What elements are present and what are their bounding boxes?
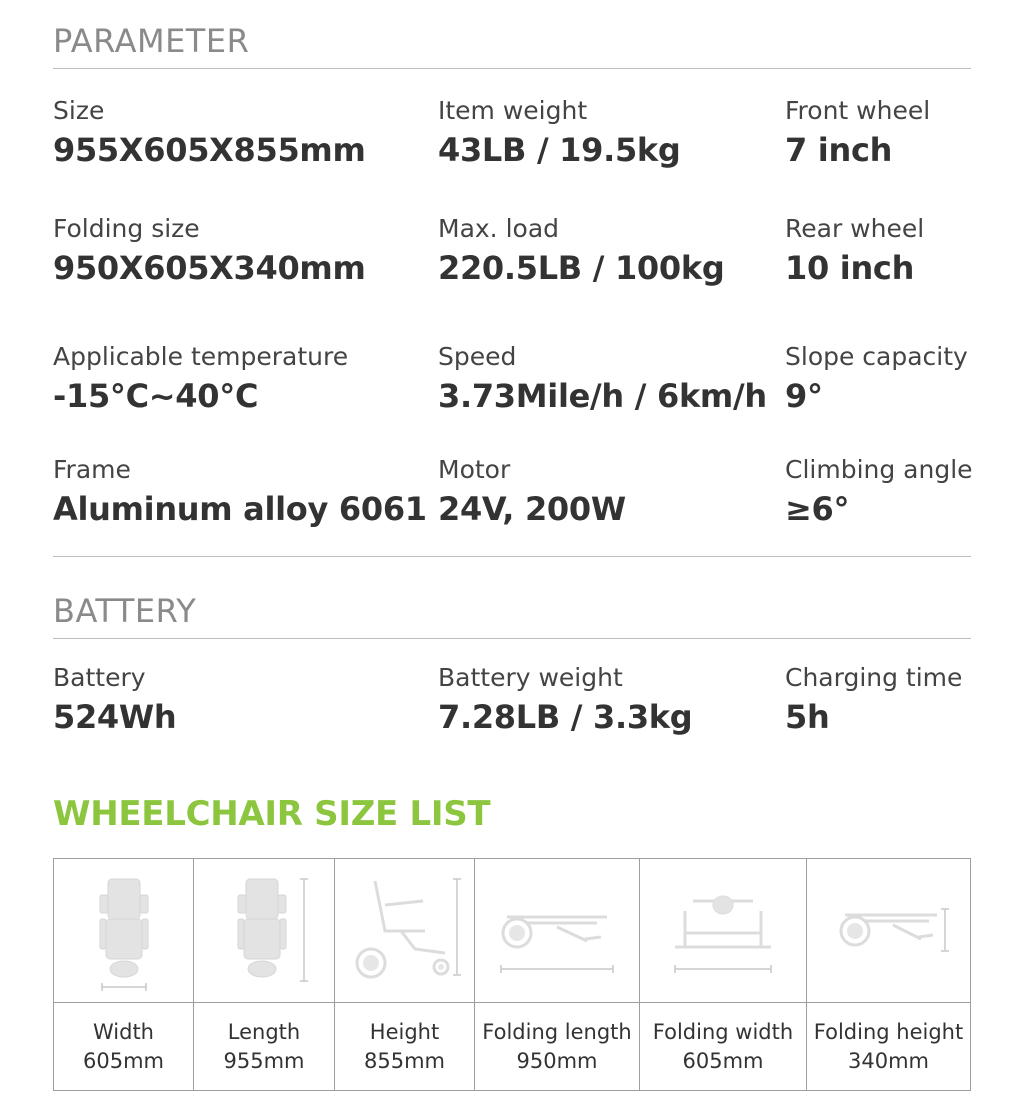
spec-label: Folding size: [53, 214, 200, 243]
spec-value: -15°C~40°C: [53, 377, 259, 415]
size-value: 855mm: [364, 1048, 445, 1073]
spec-value: 43LB / 19.5kg: [438, 131, 681, 169]
battery-divider: [53, 638, 971, 639]
size-label: Folding length: [482, 1019, 632, 1044]
spec-speed: [438, 342, 767, 416]
parameter-divider: [53, 68, 971, 69]
wheelchair-folded-length-icon: [497, 871, 617, 991]
spec-applicable-temperature: [53, 342, 348, 416]
size-value: 340mm: [848, 1048, 929, 1073]
size-list-heading: WHEELCHAIR SIZE LIST: [53, 794, 491, 834]
spec-motor: [438, 455, 626, 529]
spec-value: 9°: [785, 377, 823, 415]
spec-label: Motor: [438, 455, 511, 484]
spec-label: Climbing angle: [785, 455, 973, 484]
spec-label: Battery: [53, 663, 146, 692]
wheelchair-front-width-icon: [64, 871, 184, 991]
size-value: 955mm: [223, 1048, 305, 1073]
spec-label: Size: [53, 96, 105, 125]
spec-value: 24V, 200W: [438, 490, 626, 528]
spec-battery-weight: [438, 663, 692, 737]
wheelchair-side-height-icon: [345, 871, 465, 991]
size-table: [53, 858, 971, 1091]
spec-label: Max. load: [438, 214, 560, 243]
spec-max-load: [438, 214, 724, 288]
size-cell-folding-width: [640, 859, 807, 1090]
size-cell-length: [194, 859, 335, 1090]
size-value: 605mm: [83, 1048, 164, 1073]
spec-value: 7.28LB / 3.3kg: [438, 698, 693, 736]
spec-value: 950X605X340mm: [53, 249, 366, 287]
spec-label: Applicable temperature: [53, 342, 349, 371]
wheelchair-top-length-icon: [204, 871, 324, 991]
spec-label: Rear wheel: [785, 214, 925, 243]
spec-frame: [53, 455, 427, 529]
wheelchair-folded-width-icon: [663, 871, 783, 991]
spec-label: Speed: [438, 342, 517, 371]
size-label: Folding width: [652, 1019, 794, 1044]
parameter-heading: PARAMETER: [53, 22, 250, 60]
spec-value: 7 inch: [785, 131, 893, 169]
spec-label: Frame: [53, 455, 131, 484]
spec-label: Charging time: [785, 663, 963, 692]
spec-label: Front wheel: [785, 96, 931, 125]
size-label: Height: [369, 1019, 440, 1044]
spec-folding-size: [53, 214, 366, 288]
spec-climbing-angle: [785, 455, 973, 529]
spec-slope-capacity: [785, 342, 968, 416]
spec-value: Aluminum alloy 6061: [53, 490, 427, 528]
spec-front-wheel: [785, 96, 930, 170]
size-cell-folding-height: [807, 859, 970, 1090]
size-cell-width: [54, 859, 194, 1090]
battery-heading: BATTERY: [53, 592, 197, 630]
spec-item-weight: [438, 96, 681, 170]
section-divider: [53, 556, 971, 557]
size-cell-folding-length: [475, 859, 640, 1090]
spec-rear-wheel: [785, 214, 924, 288]
spec-value: 955X605X855mm: [53, 131, 366, 169]
spec-size: [53, 96, 366, 170]
size-cell-height: [335, 859, 475, 1090]
size-label: Folding height: [813, 1019, 964, 1044]
spec-value: 220.5LB / 100kg: [438, 249, 725, 287]
spec-label: Battery weight: [438, 663, 623, 692]
size-label: Width: [92, 1019, 154, 1044]
spec-label: Item weight: [438, 96, 588, 125]
spec-value: 10 inch: [785, 249, 915, 287]
size-value: 950mm: [516, 1048, 598, 1073]
spec-charging-time: [785, 663, 962, 737]
size-label: Length: [227, 1019, 301, 1044]
size-value: 605mm: [682, 1048, 764, 1073]
spec-value: 524Wh: [53, 698, 177, 736]
spec-value: ≥6°: [785, 490, 850, 528]
spec-value: 3.73Mile/h / 6km/h: [438, 377, 767, 415]
spec-value: 5h: [785, 698, 830, 736]
wheelchair-folded-height-icon: [829, 871, 949, 991]
spec-label: Slope capacity: [785, 342, 968, 371]
spec-battery: [53, 663, 176, 737]
